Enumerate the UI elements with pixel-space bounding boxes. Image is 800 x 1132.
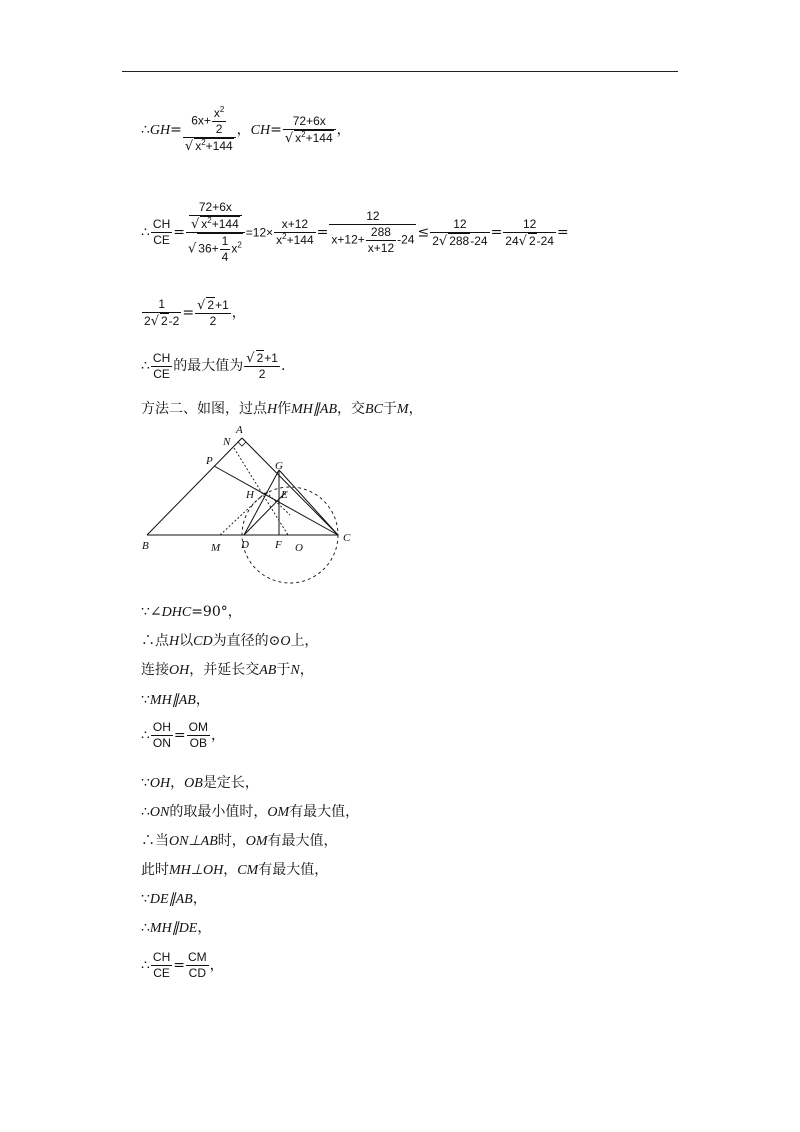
point-n: N	[290, 663, 300, 678]
point-m: M	[396, 402, 409, 417]
at-text: 于	[276, 662, 291, 678]
big-den-a: 36+	[198, 241, 219, 256]
frac-x12: $\frac{x+12}{x^2+144}$	[276, 217, 314, 247]
mh-perp-oh: MH⊥OH	[169, 863, 224, 878]
max-text: 有最大值，	[267, 833, 338, 849]
one-num: 1	[142, 297, 181, 313]
den3-a: x+12+	[331, 232, 365, 247]
because-angle: ∵∠	[141, 604, 162, 620]
angle-dhc: DHC	[161, 605, 192, 620]
oh-num: OH	[152, 720, 171, 734]
om-num: OM	[188, 720, 208, 734]
segment-dg	[244, 470, 279, 535]
therefore-symbol: ∴	[141, 358, 150, 374]
big-num: 72+6x	[189, 200, 242, 216]
equals-sign: =	[270, 122, 282, 138]
n288: 288	[449, 233, 470, 248]
comma: ，	[192, 891, 207, 907]
connect-text: 连接	[141, 662, 169, 678]
segment-om: OM	[267, 805, 290, 820]
segment-om: OM	[245, 834, 268, 849]
segment-ob: OB	[184, 776, 203, 791]
label-p: P	[206, 455, 213, 467]
plus-144: +144	[286, 233, 314, 247]
label-b: B	[142, 540, 149, 552]
max-text: 有最大值，	[289, 804, 360, 820]
minus-24: -24	[536, 233, 554, 248]
x-var: x	[276, 233, 283, 247]
equals-sign: =	[173, 224, 185, 241]
cm-over-cd	[186, 950, 209, 981]
equals-sign: =	[170, 122, 182, 138]
x-var: x	[231, 241, 238, 256]
step-de-ab	[141, 890, 207, 909]
period: .	[280, 358, 286, 374]
ob-den: OB	[189, 736, 207, 750]
comma: ，	[231, 305, 246, 321]
method2-text-c: ，交	[337, 401, 366, 417]
label-e: E	[281, 489, 288, 501]
minus-24: -24	[397, 232, 415, 247]
x-var: x	[201, 217, 208, 231]
segment-on: ON	[149, 805, 170, 820]
two-den: 2	[209, 314, 217, 328]
method2-text-a: 方法二、如图，过点	[141, 401, 267, 417]
therefore-symbol: ∴	[141, 957, 150, 974]
ch-fraction: $\frac{72+6x}{√ x^2+144}$	[283, 114, 336, 146]
label-n: N	[223, 436, 231, 448]
ch-over-ce	[151, 950, 172, 981]
ce-den: CE	[153, 233, 170, 247]
x12-num: x+12	[274, 217, 315, 233]
label-f: F	[275, 539, 282, 551]
label-o: O	[295, 542, 303, 554]
segment-bc: BC	[365, 402, 383, 417]
root2-plus1-over-2: $\frac{√ 2+1}{2}$	[246, 351, 278, 381]
cd-den: CD	[188, 966, 206, 980]
therefore-symbol: ∴	[141, 122, 150, 138]
label-m: M	[211, 542, 221, 554]
header-rule	[122, 71, 678, 72]
n288: 288	[366, 225, 396, 241]
times-12: =12×	[245, 225, 274, 240]
two-coef: 2	[144, 314, 151, 328]
step-mh-de	[141, 919, 211, 938]
segment-gc	[279, 470, 338, 535]
one-over-2root2-2: $\frac{1}{2√ 2-2}$	[144, 297, 180, 329]
max-text: 有最大值，	[258, 862, 329, 878]
twelve-num: 12	[430, 217, 489, 233]
gh-ch-expression	[141, 106, 351, 154]
comma: ，	[299, 662, 314, 678]
om-over-ob	[187, 720, 210, 751]
geometry-figure	[138, 420, 368, 590]
ch-num: CH	[152, 950, 171, 964]
right-angle-mark	[238, 438, 246, 446]
ce-den: CE	[153, 366, 170, 381]
twelve-num: 12	[329, 209, 416, 225]
gh-numerator-part: 6x+	[191, 113, 211, 128]
equals-90: =90°，	[191, 604, 242, 620]
frac-12-c: $\frac{12}{24√ 2-24}$	[505, 216, 554, 249]
x12-den: x+12	[367, 241, 395, 255]
segment-cd: CD	[193, 634, 213, 649]
equals-sign: =	[490, 224, 503, 241]
label-d: D	[241, 539, 249, 551]
comma: ，	[408, 401, 423, 417]
ch-label: CH	[250, 123, 271, 138]
therefore-symbol: ∴	[141, 804, 150, 820]
plus-one: +1	[215, 298, 229, 312]
plus-144: +144	[305, 131, 333, 145]
on-den: ON	[152, 736, 171, 750]
oh-over-on	[151, 720, 173, 751]
diameter-text: 为直径的⊙	[212, 633, 281, 649]
step-fixed	[141, 774, 259, 793]
root-2: 2	[528, 233, 536, 248]
label-c: C	[343, 532, 351, 544]
x-var: x	[213, 106, 220, 120]
twelve-num: 12	[503, 217, 556, 233]
max-text: 的最大值为	[173, 358, 244, 374]
step-on-min	[141, 803, 359, 822]
comma: ，	[236, 122, 251, 138]
root2-plus1-over-2: $\frac{√ 2+1}{2}$	[197, 298, 229, 328]
because-symbol: ∵	[141, 891, 150, 907]
label-g: G	[275, 460, 283, 472]
mh-parallel-ab: MH∥AB	[149, 693, 196, 708]
label-a: A	[236, 424, 243, 436]
two-den: 2	[258, 367, 266, 381]
mh-parallel-de: MH∥DE	[149, 921, 198, 936]
mh-parallel-ab: MH∥AB	[291, 402, 338, 417]
equals-sign: =	[173, 727, 186, 744]
ratio-chain	[141, 200, 569, 265]
comma: ，	[170, 775, 185, 791]
comma: ，	[209, 957, 224, 974]
step-dhc	[141, 603, 242, 622]
ce-den: CE	[153, 966, 170, 980]
segment-oh: OH	[149, 776, 171, 791]
x-var: x	[295, 131, 302, 145]
quarter-den: 4	[221, 250, 229, 264]
step-parallel	[141, 691, 210, 710]
method-two-intro	[141, 400, 423, 419]
comma: ，	[197, 920, 212, 936]
side-ba	[147, 438, 242, 535]
segment-ab: AB	[259, 663, 277, 678]
label-h: H	[246, 489, 254, 501]
gh-fraction: 6x+ $\frac{x^2}{2}$ √ $x^2+144$	[183, 106, 236, 154]
point-text: ∴点	[141, 633, 169, 649]
gh-label: GH	[149, 123, 171, 138]
ratio-result	[141, 297, 246, 329]
cm-num: CM	[188, 950, 207, 964]
on-perp-ab: ON⊥AB	[169, 834, 218, 849]
plus-144: +144	[211, 217, 239, 231]
x-var: x	[195, 139, 202, 153]
equals-sign: =	[556, 224, 569, 241]
comma: ，	[223, 862, 238, 878]
root-2: 2	[160, 314, 168, 328]
step-final-ratio	[141, 950, 224, 981]
two-coef: 2	[432, 233, 439, 248]
segment-cm: CM	[237, 863, 259, 878]
because-symbol: ∵	[141, 692, 150, 708]
therefore-symbol: ∴	[141, 224, 150, 241]
coef-24: 24	[505, 233, 519, 248]
ch-numerator: 72+6x	[283, 114, 336, 130]
with-text: 以	[179, 633, 194, 649]
method2-text-d: 于	[382, 401, 397, 417]
two-den: 2	[212, 121, 226, 137]
ch-over-ce	[151, 217, 172, 248]
equals-sign: =	[316, 224, 329, 241]
step-cm-max	[141, 861, 328, 880]
time-text: 时，	[217, 833, 246, 849]
fixed-text: 是定长，	[202, 775, 259, 791]
step-ratio-oh	[141, 720, 225, 751]
therefore-symbol: ∴	[141, 727, 150, 744]
segment-oh: OH	[169, 663, 190, 678]
de-parallel-ab: DE∥AB	[149, 892, 193, 907]
step-circle	[141, 632, 318, 651]
x2-over-2: $\frac{x^2}{2}$	[213, 105, 225, 136]
ch-over-ce	[151, 351, 172, 382]
plus-one: +1	[264, 351, 278, 365]
big-fraction: $\frac{72+6x}{√ x^2+144}$ √ 36+ $\frac{1}{4}$ $x^2$	[186, 200, 245, 265]
root-2: 2	[207, 298, 215, 312]
comma: ，	[211, 727, 225, 744]
point-h: H	[169, 634, 180, 649]
frac-12-b: $\frac{12}{2√ 288-24}$	[432, 216, 488, 249]
point-h: H	[267, 402, 278, 417]
ch-num: CH	[152, 217, 171, 231]
therefore-symbol: ∴	[141, 920, 150, 936]
minus-24: -24	[470, 233, 488, 248]
root-2: 2	[256, 351, 264, 365]
point-o: O	[280, 634, 291, 649]
comma: ，	[336, 122, 351, 138]
max-value-statement	[141, 350, 285, 382]
side-ac	[242, 438, 338, 535]
min-text: 的取最小值时，	[169, 804, 268, 820]
extend-text: ，并延长交	[189, 662, 260, 678]
ch-num: CH	[152, 350, 171, 365]
method2-text-b: 作	[277, 401, 292, 417]
step-perp	[141, 832, 338, 851]
comma: ，	[195, 692, 210, 708]
frac-12-a	[329, 209, 416, 256]
plus-144: +144	[205, 139, 233, 153]
equals-sign: =	[182, 305, 195, 321]
on-text: 上，	[290, 633, 319, 649]
when-text: ∴当	[141, 833, 169, 849]
now-text: 此时	[141, 862, 169, 878]
le-sign: ≤	[417, 224, 430, 241]
equals-sign: =	[173, 957, 185, 974]
because-symbol: ∵	[141, 775, 150, 791]
quarter-num: 1	[221, 234, 229, 248]
step-connect	[141, 661, 314, 680]
